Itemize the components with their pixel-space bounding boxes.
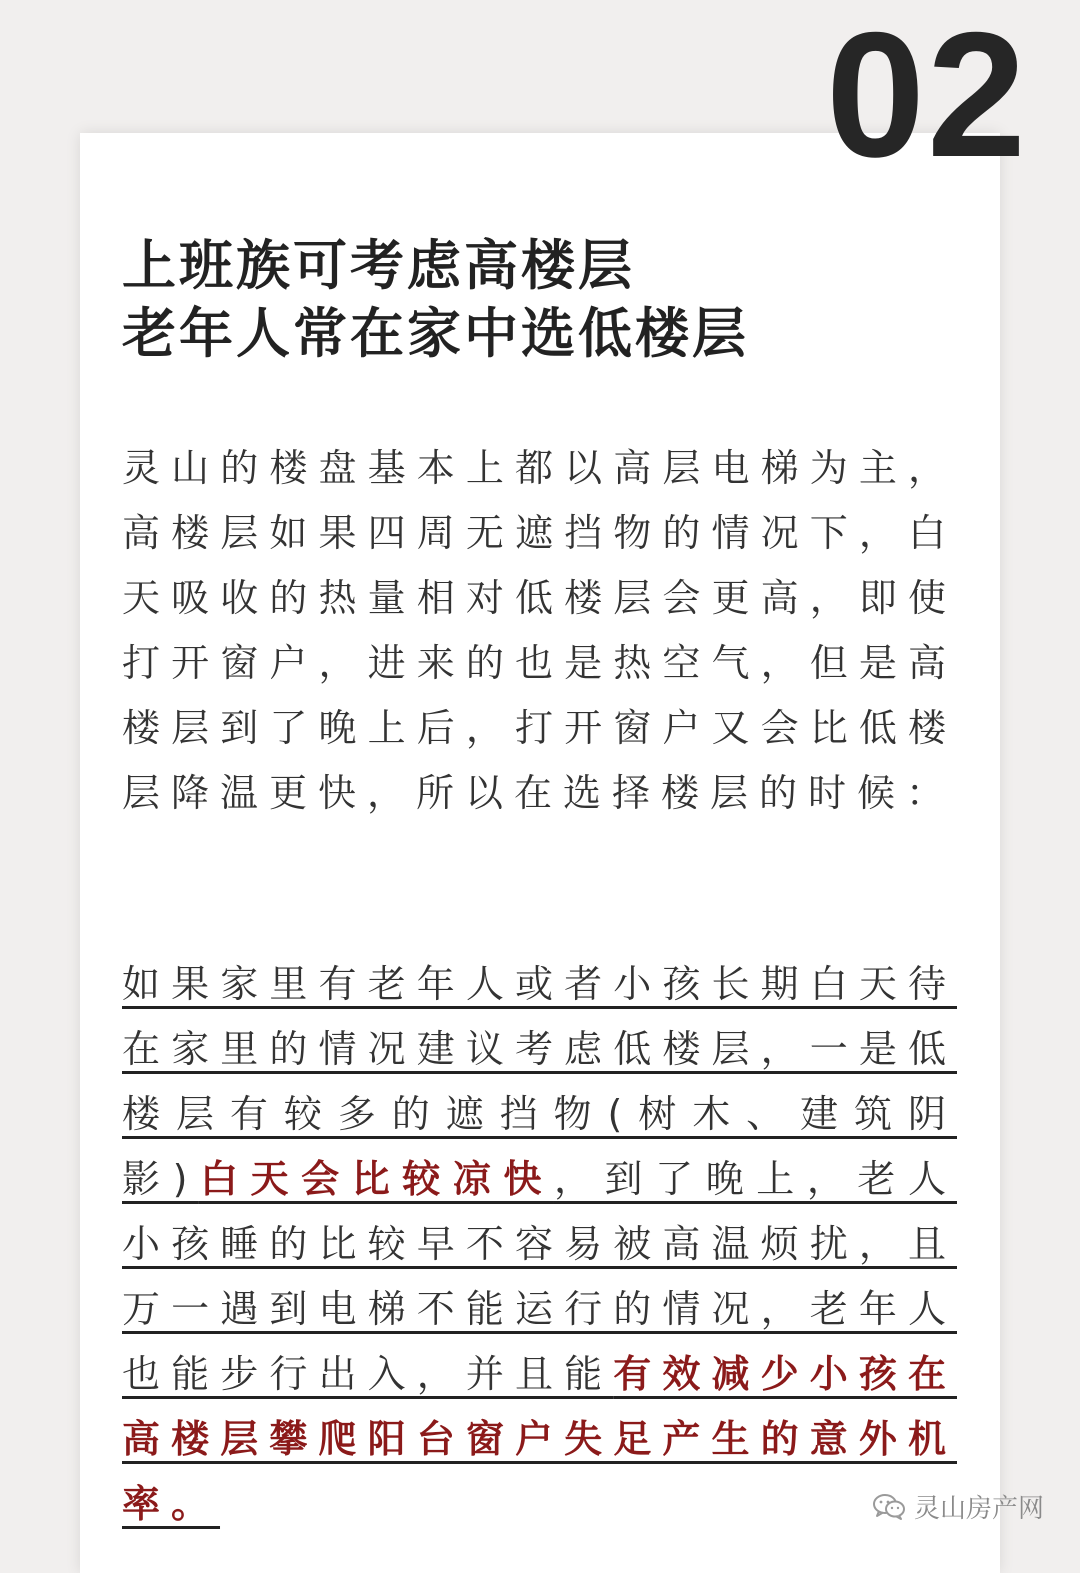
intro-paragraph: 灵山的楼盘基本上都以高层电梯为主，高楼层如果四周无遮挡物的情况下，白天吸收的热量相对低楼层会更高，即使打开窗户，进来的也是热空气，但是高楼层到了晚上后，打开窗户又会比低楼层降温更快，所以在选择楼层的时候：	[122, 446, 957, 815]
advice-text-1: 如果家里有老年人或者小孩长期白天待在家里的情况建议考虑低楼层，一是低楼层有较多的遮挡物(树木、建筑阴影)	[122, 962, 957, 1201]
heading-line-2: 老年人常在家中选低楼层	[122, 302, 749, 365]
advice-highlight-1: 白天会比较凉快	[198, 1157, 554, 1201]
heading-line-1: 上班族可考虑高楼层	[122, 234, 635, 297]
wechat-icon	[872, 1492, 906, 1522]
advice-text-2: ，到了晚上，老人小孩睡的比较早不容易被高温烦扰，且万一遇到电梯不能运行的情况，老年人也能步行出入，并且能	[122, 1157, 957, 1396]
article-heading	[122, 232, 749, 368]
advice-highlight-2: 有效减少小孩在高楼层攀爬阳台窗户失足产生的意外机率。	[122, 1352, 957, 1526]
account-name: 灵山房产网	[913, 1494, 1044, 1524]
account-watermark	[872, 1488, 1044, 1525]
advice-paragraph	[122, 952, 957, 1537]
section-number: 02	[826, 20, 1028, 162]
